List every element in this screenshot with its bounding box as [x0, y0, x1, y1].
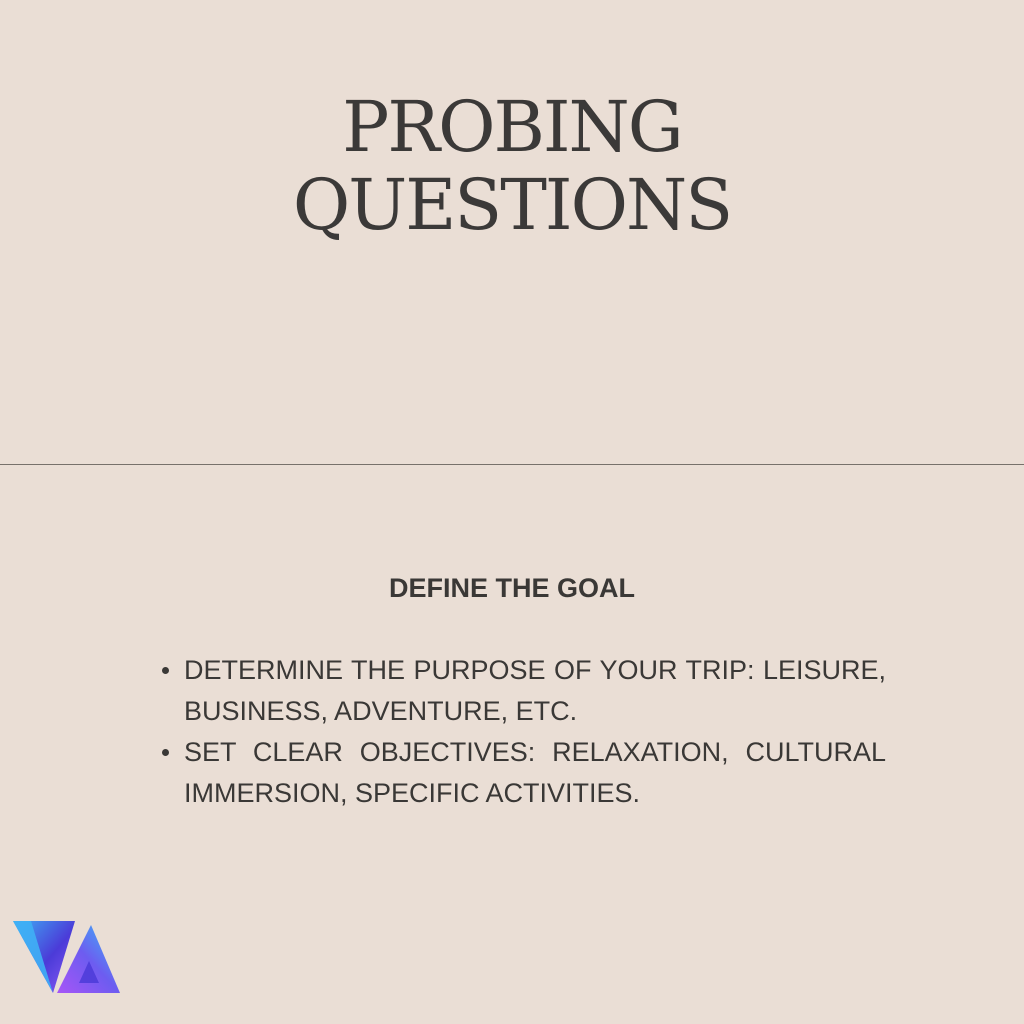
- section-heading: DEFINE THE GOAL: [388, 573, 635, 603]
- va-logo-icon: [13, 921, 121, 995]
- list-item: [184, 650, 886, 732]
- bullet-list: [184, 650, 886, 814]
- page-title: [0, 88, 1024, 244]
- list-item-text: SET CLEAR OBJECTIVES: RELAXATION, CULTURAL IMMERSION, SPECIFIC ACTIVITIES.: [184, 737, 886, 808]
- bullet-icon: [162, 749, 169, 756]
- divider: [0, 464, 1024, 465]
- list-item: [184, 732, 886, 814]
- list-item-text: DETERMINE THE PURPOSE OF YOUR TRIP: LEISURE, BUSINESS, ADVENTURE, ETC.: [184, 655, 886, 726]
- title-line-2: QUESTIONS: [292, 164, 732, 246]
- title-line-1: PROBING: [342, 86, 682, 168]
- bullet-icon: [162, 667, 169, 674]
